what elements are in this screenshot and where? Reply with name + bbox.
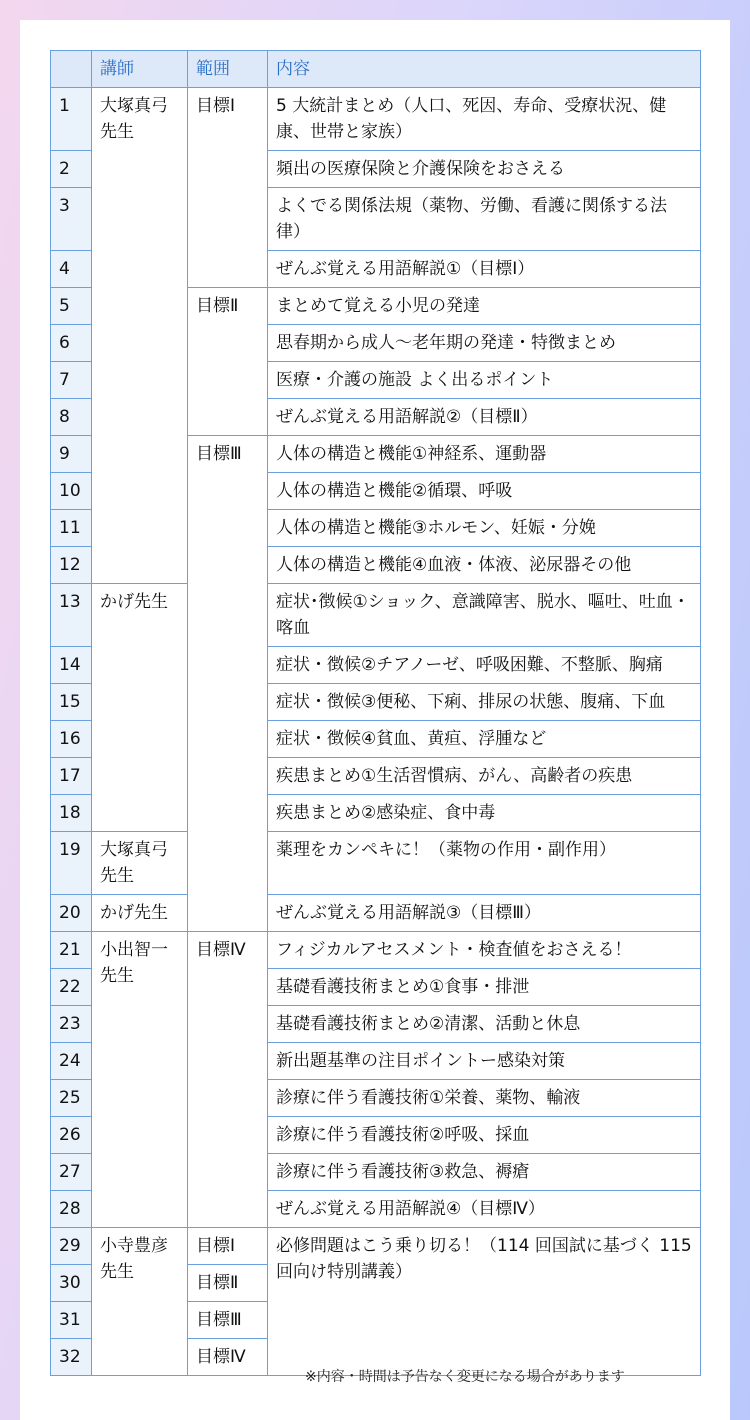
- row-number: 22: [51, 969, 92, 1006]
- row-number: 24: [51, 1043, 92, 1080]
- header-scope: 範囲: [188, 51, 268, 88]
- row-number: 13: [51, 584, 92, 647]
- content-cell: 人体の構造と機能③ホルモン、妊娠・分娩: [268, 510, 701, 547]
- content-cell: 人体の構造と機能④血液・体液、泌尿器その他: [268, 547, 701, 584]
- content-cell: 診療に伴う看護技術①栄養、薬物、輸液: [268, 1080, 701, 1117]
- content-cell: 疾患まとめ②感染症、食中毒: [268, 795, 701, 832]
- lecturer-cell: かげ先生: [92, 584, 188, 832]
- row-number: 14: [51, 647, 92, 684]
- lecture-schedule-table: [50, 50, 701, 1376]
- content-cell: フィジカルアセスメント・検査値をおさえる！: [268, 932, 701, 969]
- row-number: 9: [51, 436, 92, 473]
- content-cell: ぜんぶ覚える用語解説②（目標Ⅱ）: [268, 399, 701, 436]
- content-cell: ぜんぶ覚える用語解説③（目標Ⅲ）: [268, 895, 701, 932]
- lecturer-cell: 小出智一先生: [92, 932, 188, 1228]
- row-number: 25: [51, 1080, 92, 1117]
- row-number: 26: [51, 1117, 92, 1154]
- row-number: 1: [51, 88, 92, 151]
- row-number: 11: [51, 510, 92, 547]
- content-cell: 新出題基準の注目ポイントー感染対策: [268, 1043, 701, 1080]
- content-cell: 5 大統計まとめ（人口、死因、寿命、受療状況、健康、世帯と家族）: [268, 88, 701, 151]
- lecturer-cell: 大塚真弓先生: [92, 88, 188, 584]
- schedule-card: [20, 20, 730, 1420]
- content-cell: よくでる関係法規（薬物、労働、看護に関係する法律）: [268, 188, 701, 251]
- row-number: 28: [51, 1191, 92, 1228]
- content-cell: 人体の構造と機能②循環、呼吸: [268, 473, 701, 510]
- row-number: 5: [51, 288, 92, 325]
- content-cell: 症状・徴候②チアノーゼ、呼吸困難、不整脈、胸痛: [268, 647, 701, 684]
- content-cell: 診療に伴う看護技術③救急、褥瘡: [268, 1154, 701, 1191]
- table-row: [51, 832, 701, 895]
- row-number: 2: [51, 151, 92, 188]
- table-row: [51, 932, 701, 969]
- row-number: 19: [51, 832, 92, 895]
- header-number: [51, 51, 92, 88]
- content-cell: 疾患まとめ①生活習慣病、がん、高齢者の疾患: [268, 758, 701, 795]
- content-cell: 医療・介護の施設 よく出るポイント: [268, 362, 701, 399]
- content-cell: まとめて覚える小児の発達: [268, 288, 701, 325]
- row-number: 15: [51, 684, 92, 721]
- lecturer-cell: 小寺豊彦先生: [92, 1228, 188, 1376]
- row-number: 21: [51, 932, 92, 969]
- scope-cell: 目標Ⅳ: [188, 932, 268, 1228]
- content-cell: 必修問題はこう乗り切る！（114 回国試に基づく 115 回向け特別講義）: [268, 1228, 701, 1376]
- content-cell: 人体の構造と機能①神経系、運動器: [268, 436, 701, 473]
- content-cell: 頻出の医療保険と介護保険をおさえる: [268, 151, 701, 188]
- content-cell: 症状・徴候④貧血、黄疸、浮腫など: [268, 721, 701, 758]
- content-cell: 思春期から成人～老年期の発達・特徴まとめ: [268, 325, 701, 362]
- row-number: 6: [51, 325, 92, 362]
- lecturer-cell: かげ先生: [92, 895, 188, 932]
- scope-cell: 目標Ⅲ: [188, 436, 268, 932]
- row-number: 30: [51, 1265, 92, 1302]
- table-row: [51, 584, 701, 647]
- content-cell: 症状･徴候①ショック、意識障害、脱水、嘔吐、吐血・喀血: [268, 584, 701, 647]
- row-number: 7: [51, 362, 92, 399]
- lecturer-cell: 大塚真弓先生: [92, 832, 188, 895]
- scope-cell: 目標Ⅳ: [188, 1339, 268, 1376]
- row-number: 10: [51, 473, 92, 510]
- table-header-row: [51, 51, 701, 88]
- scope-cell: 目標Ⅰ: [188, 88, 268, 288]
- scope-cell: 目標Ⅱ: [188, 1265, 268, 1302]
- scope-cell: 目標Ⅰ: [188, 1228, 268, 1265]
- header-lecturer: 講師: [92, 51, 188, 88]
- content-cell: 基礎看護技術まとめ①食事・排泄: [268, 969, 701, 1006]
- row-number: 3: [51, 188, 92, 251]
- table-row: [51, 88, 701, 151]
- row-number: 27: [51, 1154, 92, 1191]
- row-number: 16: [51, 721, 92, 758]
- row-number: 31: [51, 1302, 92, 1339]
- content-cell: ぜんぶ覚える用語解説①（目標Ⅰ）: [268, 251, 701, 288]
- content-cell: 診療に伴う看護技術②呼吸、採血: [268, 1117, 701, 1154]
- table-row: [51, 895, 701, 932]
- content-cell: 薬理をカンペキに！（薬物の作用・副作用）: [268, 832, 701, 895]
- row-number: 32: [51, 1339, 92, 1376]
- scope-cell: 目標Ⅲ: [188, 1302, 268, 1339]
- scope-cell: 目標Ⅱ: [188, 288, 268, 436]
- header-content: 内容: [268, 51, 701, 88]
- row-number: 18: [51, 795, 92, 832]
- row-number: 4: [51, 251, 92, 288]
- row-number: 20: [51, 895, 92, 932]
- row-number: 8: [51, 399, 92, 436]
- row-number: 17: [51, 758, 92, 795]
- row-number: 23: [51, 1006, 92, 1043]
- table-row: [51, 1228, 701, 1265]
- row-number: 12: [51, 547, 92, 584]
- content-cell: 基礎看護技術まとめ②清潔、活動と休息: [268, 1006, 701, 1043]
- disclaimer-note: ※内容・時間は予告なく変更になる場合があります: [305, 1369, 625, 1385]
- row-number: 29: [51, 1228, 92, 1265]
- content-cell: ぜんぶ覚える用語解説④（目標Ⅳ）: [268, 1191, 701, 1228]
- content-cell: 症状・徴候③便秘、下痢、排尿の状態、腹痛、下血: [268, 684, 701, 721]
